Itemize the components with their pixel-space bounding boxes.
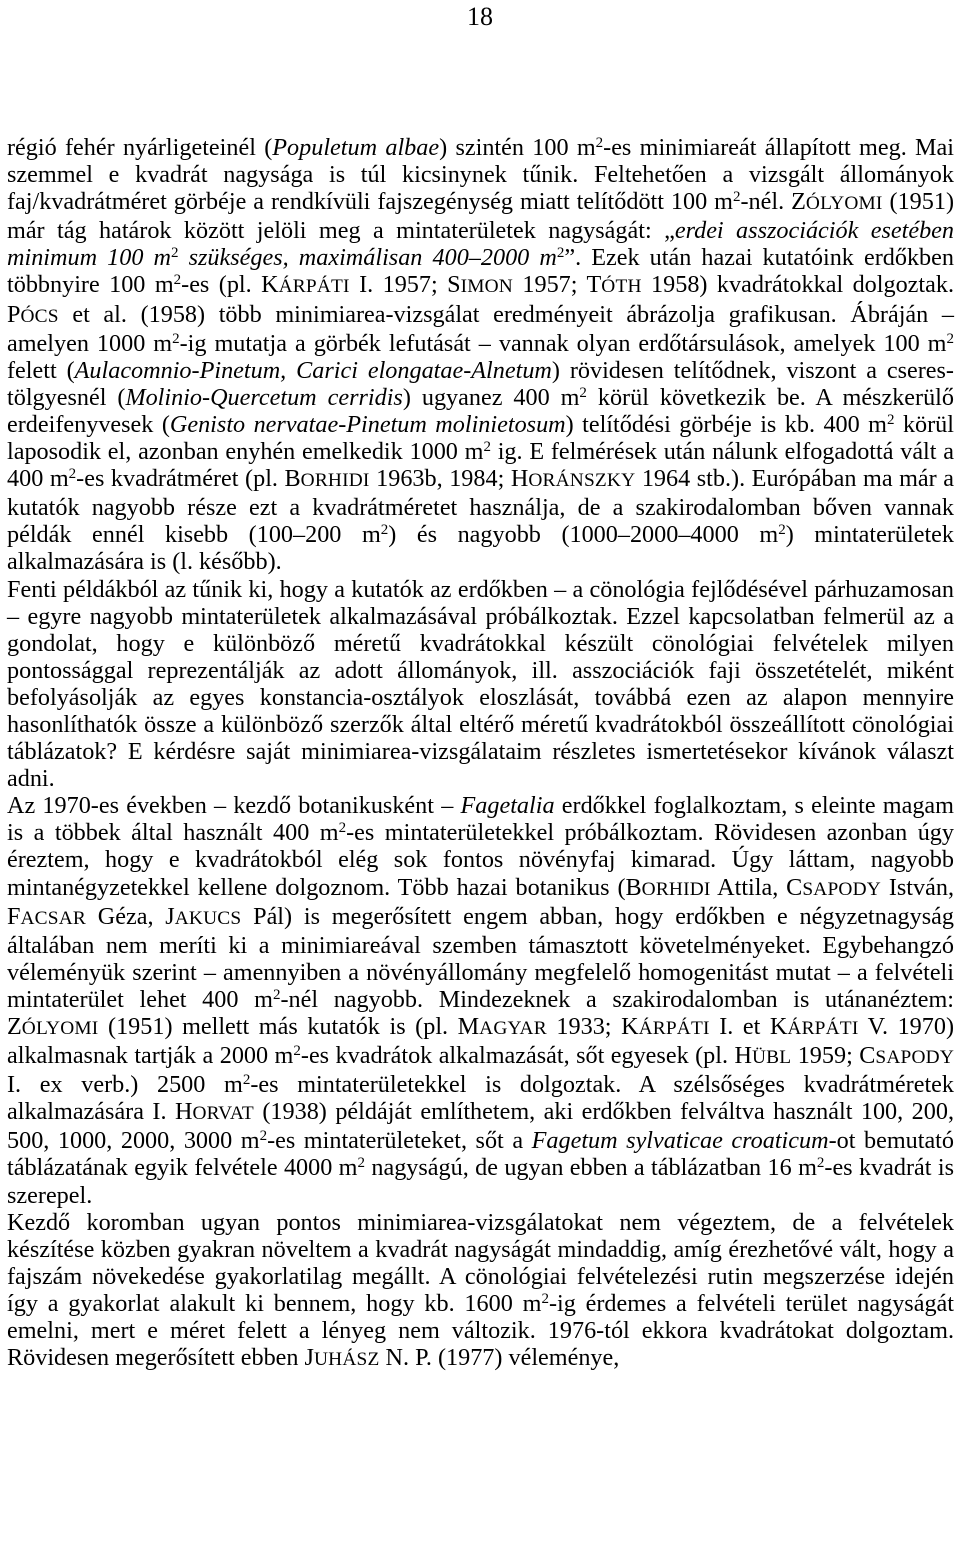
superscript: 2 — [338, 820, 347, 837]
small-caps-name: ÁRPÁTI — [638, 1018, 710, 1039]
text-run: Az 1970-es években – kezdő botanikusként – — [7, 792, 461, 820]
superscript: 2 — [272, 986, 281, 1003]
text-run: -ot bemutató táblázatának egyik felvétele 4000 m — [7, 1127, 954, 1182]
italic-text: erdei asszociációk esetében minimum 100 m — [7, 217, 954, 272]
superscript: 2 — [778, 522, 786, 539]
small-caps-name: ÓCS — [20, 305, 59, 327]
text-run: ) telítődési görbéje is kb. 400 m — [565, 410, 887, 438]
italic-text: Populetum albae — [272, 134, 440, 161]
text-run: -es kvadrátméret (pl. B — [76, 465, 301, 493]
superscript: 2 — [595, 134, 604, 151]
text-run: 1958) kvadrátokkal dolgoztak. P — [7, 271, 955, 328]
text-run: ) ugyanez 400 m — [402, 383, 580, 411]
text-run: nagyságú, de ugyan ebben a táblázatban 16 m — [365, 1154, 817, 1182]
text-run: ig. E felmérések után nálunk elfogadottá vált a 400 m — [7, 438, 954, 493]
italic-text: Genisto nervatae-Pinetum molinietosum — [169, 410, 566, 438]
text-run: Pál) is megerősített engem abban, hogy erdőkben e négyzetnagyság általában nem meríti ki a minimiareával szemben támasztott követelményeket. Egybehangzó véleményük szerint – amennyiben a növényállomány megfelelő homogenitást mutat – a felvételi mintaterület lehet 400 m — [7, 902, 954, 1013]
small-caps-name: ÓTH — [601, 276, 642, 298]
italic-text: szükséges, maximálisan 400–2000 m — [178, 244, 557, 272]
paragraph — [7, 134, 954, 576]
text-run: -es mintaterületeket, sőt a — [267, 1127, 532, 1155]
body-text — [7, 134, 954, 1373]
page-number: 18 — [467, 2, 493, 31]
text-run: V. 1970) alkalmasnak tartják a 2000 m — [7, 1013, 955, 1070]
superscript: 2 — [357, 1155, 365, 1172]
text-run: -es (pl. K — [181, 271, 279, 299]
text-run: 1957; T — [512, 271, 602, 299]
small-caps-name: ORÁNSZKY — [528, 470, 636, 492]
text-run: körül következik be. A mészkerülő erdeifenyvesek ( — [7, 383, 954, 438]
text-run: Fenti példákból az tűnik ki, hogy a kutatók az erdőkben – a cönológia fejlődésével párhuzamosan – egyre nagyobb mintaterületek alkalmazásával próbálkoztak. Ezzel kapcsolatban felmerül az a gondolat, hogy e különböző méretű kvadrátokkal készült cönológiai felvételek milyen pontossággal reprezentálják az adott állományok, ill. asszociációk faji összetételét, miként befolyásolják az egyes konstancia-osztályok eloszlását, továbbá ezen az alapon mennyire hasonlíthatók össze a különböző szerzők által eltérő méretű kvadrátokból összeállított cönológiai táblázatok? E kérdésre saját minimiarea-vizsgálataim részletes ismertetésekor kívánok választ adni. — [7, 575, 954, 793]
text-run: ”. Ezek után hazai kutatóink erdőkben többnyire 100 m — [7, 244, 954, 299]
superscript: 2 — [380, 522, 389, 539]
small-caps-name: ÁRPÁTI — [787, 1018, 859, 1039]
italic-text: Fagetalia — [460, 792, 555, 820]
paragraph — [7, 1209, 954, 1374]
text-run: I. ex verb.) 2500 m — [7, 1071, 243, 1099]
text-run: erdőkkel foglalkoztam, s eleinte magam is a többek által használt 400 m — [7, 792, 954, 847]
small-caps-name: ACSAR — [20, 907, 86, 929]
text-run: et al. (1958) több minimiarea-vizsgálat eredményeit ábrázolja grafikusan. Ábráján – amelyen 1000 m — [7, 300, 954, 357]
small-caps-name: ÓLYOMI — [805, 193, 883, 215]
text-run: ) rövidesen telítődnek, viszont a cseres-tölgyesnél ( — [7, 356, 954, 411]
superscript: 2 — [579, 384, 587, 401]
superscript: 2 — [293, 1042, 301, 1059]
small-caps-name: ÁRPÁTI — [278, 276, 350, 298]
text-run: Attila, C — [710, 873, 803, 901]
text-run: (1951) már tág határok között jelöli meg a mintaterületek nagyságát: „ — [7, 188, 954, 245]
superscript: 2 — [946, 330, 954, 347]
italic-text: Molinio-Quercetum cerridis — [125, 383, 403, 411]
text-run: régió fehér nyárligeteinél ( — [7, 134, 273, 161]
text-run: -es mintaterületekkel is dolgoztak. A szélsőséges kvadrátméretek alkalmazására I. H — [7, 1071, 955, 1126]
italic-text: Fagetum sylvaticae croaticum — [531, 1127, 829, 1155]
text-run: ) és nagyobb (1000–2000–4000 m — [388, 521, 779, 549]
text-run: 1959; C — [791, 1042, 876, 1070]
text-run: I. 1957; S — [349, 271, 461, 299]
text-run: felett ( — [7, 356, 75, 384]
text-run: I. et K — [709, 1013, 788, 1040]
small-caps-name: AKUCS — [174, 907, 242, 929]
text-run: -nél. Z — [740, 188, 806, 216]
superscript: 2 — [242, 1071, 251, 1088]
text-run: -ig mutatja a görbék lefutását – vannak olyan erdőtársulások, amelyek 100 m — [179, 329, 947, 357]
superscript: 2 — [556, 245, 565, 262]
text-run: ) mintaterületek alkalmazására is (l. később). — [7, 521, 954, 576]
text-run: -nél nagyobb. Mindezeknek a szakirodalomban is utánanéztem: Z — [7, 985, 954, 1040]
small-caps-name: IMON — [460, 276, 513, 298]
text-run: ) szintén 100 m — [439, 134, 596, 161]
superscript: 2 — [733, 188, 741, 205]
small-caps-name: ORVAT — [192, 1103, 254, 1125]
text-run: -ig érdemes a felvételi terület nagyságát emelni, mert e méret felett a lényeg nem változik. 1976-tól ekkora kvadrátokat dolgoztam. Rövidesen megerősített ebben J — [7, 1289, 954, 1372]
text-run: -es minimiareát állapított meg. Mai szemmel e kvadrát nagysága is túl kicsinynek tűnik. Feltehetően a vizsgált állományok faj/kvadrátméret görbéje a rendkívüli fajszegénység miatt telítődött 100 m — [7, 134, 954, 216]
text-run: -es kvadrátok alkalmazását, sőt egyesek (pl. H — [300, 1042, 752, 1070]
small-caps-name: AGYAR — [479, 1018, 547, 1039]
text-run: körül laposodik el, azonban enyhén emelkedik 1000 m — [7, 410, 954, 466]
text-run: -es mintaterületekkel próbálkoztam. Rövidesen azonban úgy éreztem, hogy e kvadrátokból elég sok fontos növényfaj kimarad. Úgy láttam, nagyobb mintanégyzetekkel kellene dolgoznom. Több hazai botanikus (B — [7, 819, 954, 901]
superscript: 2 — [887, 411, 895, 428]
superscript: 2 — [172, 330, 180, 347]
small-caps-name: ORHIDI — [300, 470, 370, 492]
superscript: 2 — [173, 272, 182, 289]
italic-text: Aulacomnio-Pinetum, Carici elongatae-Alnetum — [74, 356, 552, 384]
small-caps-name: ÜBL — [751, 1047, 792, 1069]
text-run: István, F — [7, 873, 954, 930]
small-caps-name: SAPODY — [802, 878, 881, 900]
text-run: Kezdő koromban ugyan pontos minimiarea-vizsgálatokat nem végeztem, de a felvételek készítése közben gyakran növeltem a kvadrát nagyságát mindaddig, amíg érezhetővé vált, hogy a fajszám növekedése gyakorlatilag megállt. A cönológiai felvételezési rutin megszerzése idején így a gyakorlat alakult ki bennem, hogy kb. 1600 m — [7, 1208, 954, 1317]
text-run: Géza, J — [85, 902, 175, 930]
text-run: N. P. (1977) véleménye, — [379, 1344, 620, 1372]
text-run: -es kvadrát is szerepel. — [7, 1154, 954, 1209]
superscript: 2 — [483, 438, 491, 455]
paragraph — [7, 576, 954, 793]
paragraph — [7, 792, 954, 1208]
superscript: 2 — [541, 1290, 549, 1307]
text-run: (1938) példáját említhetem, aki erdőkben felváltva használt 100, 200, 500, 1000, 2000, 3000 m — [7, 1098, 954, 1155]
superscript: 2 — [68, 465, 77, 482]
small-caps-name: ÓLYOMI — [21, 1018, 99, 1039]
superscript: 2 — [259, 1128, 268, 1145]
text-run: (1951) mellett más kutatók is (pl. M — [98, 1013, 480, 1040]
text-run: 1933; K — [546, 1013, 639, 1040]
small-caps-name: ORHIDI — [641, 878, 711, 900]
small-caps-name: SAPODY — [875, 1047, 954, 1069]
small-caps-name: UHÁSZ — [313, 1349, 380, 1371]
text-run: 1964 stb.). Európában ma már a kutatók nagyobb része ezt a kvadrátméretet használja, de a szakirodalomban bőven vannak példák ennél kisebb (100–200 m — [7, 465, 954, 549]
superscript: 2 — [170, 245, 179, 262]
superscript: 2 — [816, 1155, 825, 1172]
text-run: 1963b, 1984; H — [369, 465, 529, 493]
